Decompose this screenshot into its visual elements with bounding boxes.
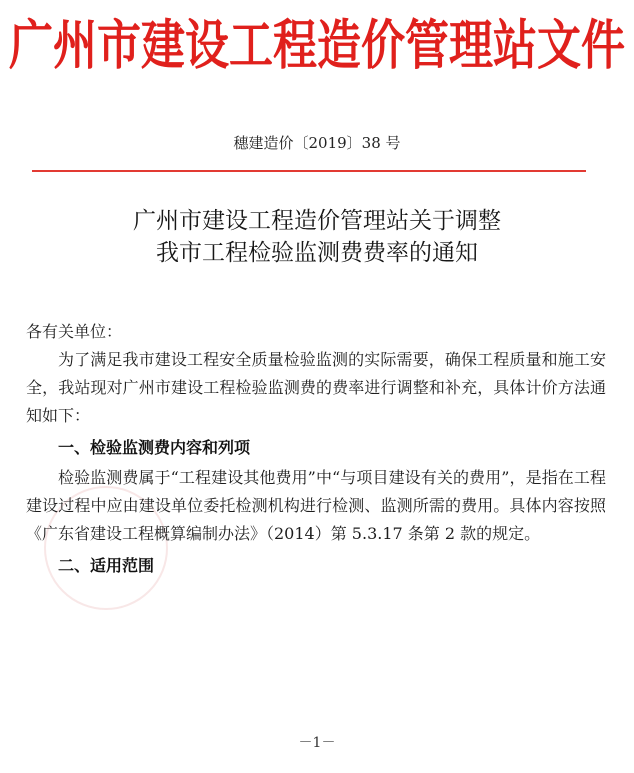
salutation: 各有关单位： xyxy=(26,322,123,341)
notice-title-line-1: 广州市建设工程造价管理站关于调整 xyxy=(133,208,501,234)
notice-title-line-2: 我市工程检验监测费费率的通知 xyxy=(156,240,478,266)
intro-paragraph: 为了满足我市建设工程安全质量检验监测的实际需要，确保工程质量和施工安全，我站现对广州市建设工程检验监测费的费率进行调整和补充，具体计价方法通知如下： xyxy=(26,350,606,425)
section-2-heading: 二、适用范围 xyxy=(58,556,155,575)
agency-header-title: 广州市建设工程造价管理站文件 xyxy=(9,14,625,78)
document-number: 穗建造价〔2019〕38 号 xyxy=(233,134,401,152)
page-number: －1－ xyxy=(298,735,336,751)
notice-body xyxy=(26,318,606,582)
section-1-paragraph: 检验监测费属于“工程建设其他费用”中“与项目建设有关的费用”，是指在工程建设过程中应由建设单位委托检测机构进行检测、监测所需的费用。具体内容按照《广东省建设工程概算编制办法》（2014）第 5.3.17 条第 2 款的规定。 xyxy=(26,468,606,543)
red-divider-line xyxy=(32,170,586,172)
section-1-heading: 一、检验监测费内容和列项 xyxy=(58,438,251,457)
notice-title xyxy=(0,205,634,269)
